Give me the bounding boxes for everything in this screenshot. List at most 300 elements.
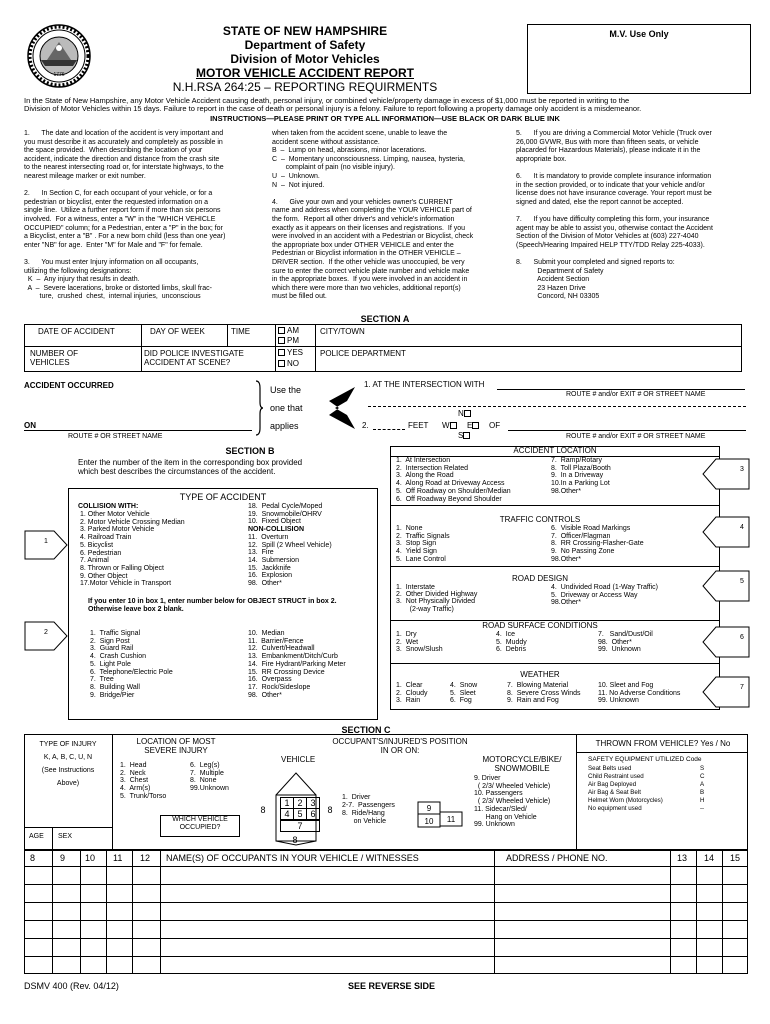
seat-1[interactable]: 1 — [280, 797, 294, 809]
instructions-title: INSTRUCTIONS—PLEASE PRINT OR TYPE ALL INFORMATION—USE BLACK OR DARK BLUE INK — [210, 114, 560, 123]
list-item: single line. Utilize a further report form if more than six persons — [24, 207, 221, 215]
list-item: complaint of pain (no visible injury). — [272, 164, 395, 172]
list-item: involved. For a witness, enter a "W" in the "WHICH VEHICLE — [24, 215, 216, 223]
route-street-caption: ROUTE # OR STREET NAME — [68, 433, 163, 440]
form-header — [155, 24, 455, 94]
section-b-description: Enter the number of the item in the corresponding box provided which best describes the circumstances of the accident. — [78, 458, 303, 476]
box-6-number: 6 — [740, 634, 744, 641]
list-item: 6. It is mandatory to provide complete insurance information — [516, 172, 712, 180]
list-item: 26,000 GVWR, Bus with more than fifteen seats, or vehicle — [516, 138, 699, 146]
list-item: license does not have insurance coverage. Your report must be — [516, 190, 712, 198]
list-item: 1. Head — [120, 762, 147, 769]
list-item: 98.Other* — [551, 487, 581, 495]
intersection-line[interactable] — [497, 389, 745, 390]
yes-label: YES — [287, 348, 304, 357]
list-item: 18. Pedal Cycle/Moped — [248, 503, 323, 510]
road-surface-col-2 — [496, 631, 527, 654]
route-exit-caption-2: ROUTE # and/or EXIT # OR STREET NAME — [566, 433, 706, 440]
instructions-col-1 — [24, 130, 264, 302]
list-item: 11. No Adverse Conditions — [598, 689, 681, 697]
list-item: placarded for Hazardous Materials), please indicate it in the — [516, 147, 701, 155]
table-row[interactable] — [24, 884, 748, 885]
list-item: 3. Snow/Slush — [396, 646, 443, 654]
form-number: DSMV 400 (Rev. 04/12) — [24, 981, 119, 991]
of-label: OF — [489, 421, 501, 430]
route-exit-caption: ROUTE # and/or EXIT # OR STREET NAME — [566, 391, 706, 398]
list-item: 15. RR Crossing Device — [248, 668, 325, 676]
list-item: 5. Trunk/Torso — [120, 792, 167, 800]
thrown-from-vehicle-label: THROWN FROM VEHICLE? Yes / No — [595, 739, 731, 748]
injury-location-left — [120, 762, 166, 801]
safety-equipment-row — [588, 797, 718, 805]
table-row[interactable] — [24, 866, 748, 867]
list-item: 2. Cloudy — [396, 689, 428, 697]
list-item — [516, 164, 752, 173]
number-of-vehicles-label: NUMBER OF VEHICLES — [30, 349, 78, 367]
see-reverse-side: SEE REVERSE SIDE — [348, 981, 436, 991]
list-item: exactly as it appears on their licenses and registrations. If you — [272, 224, 465, 232]
safety-equipment-name: Air Bag Deployed — [588, 781, 637, 788]
list-item: 2. Intersection Related — [396, 464, 468, 472]
road-design-left — [396, 584, 477, 613]
accident-location-right — [551, 457, 611, 496]
which-vehicle-occupied[interactable]: WHICH VEHICLE OCCUPIED? — [160, 815, 240, 837]
distance-option-number: 2. — [362, 421, 369, 430]
list-item: 5. If you are driving a Commercial Motor Vehicle (Truck over — [516, 130, 712, 137]
list-item: 1. Clear — [396, 682, 423, 689]
seat-8-left: 8 — [260, 805, 266, 815]
yes-option[interactable] — [278, 348, 303, 357]
safety-equipment-row — [588, 765, 718, 773]
list-item — [516, 250, 752, 259]
list-item: 19. Snowmobile/OHRV — [248, 510, 322, 518]
west-option[interactable] — [442, 421, 459, 430]
list-item: the appropriate box under OTHER VEHICLE and enter the — [272, 241, 454, 249]
use-the-label: Use the — [270, 385, 302, 395]
list-item: 5. Bicyclist — [80, 541, 114, 549]
list-item: in the section provided, or to indicate that your vehicle and/or — [516, 181, 705, 189]
col-12-header: 12 — [140, 853, 151, 863]
list-item: 99.Unknown — [190, 785, 229, 793]
safety-equipment-code: C — [700, 773, 705, 780]
list-item: 17. Rock/Sideslope — [248, 683, 311, 691]
list-item: 2-7. Passengers — [342, 802, 395, 809]
box-3-pointer[interactable] — [702, 458, 750, 490]
list-item: 11. Sidecar/Sled/ — [474, 805, 527, 813]
list-item: 3. Rain — [396, 697, 421, 705]
seat-5[interactable]: 5 — [293, 808, 307, 820]
list-item: must be filled out. — [272, 293, 327, 301]
am-checkbox[interactable] — [278, 327, 285, 334]
injury-location-right — [190, 762, 229, 793]
traffic-controls-title: TRAFFIC CONTROLS — [499, 515, 581, 524]
list-item: 7. If you have difficulty completing this form, your insurance — [516, 215, 710, 223]
list-item: 99. Unknown — [474, 821, 515, 829]
list-item: signed and dated, else the report cannot be accepted. — [516, 198, 684, 206]
list-item: 10. Median — [248, 630, 285, 637]
seat-6[interactable]: 6 — [306, 808, 320, 820]
list-item: 6. Pedestrian — [80, 549, 122, 557]
safety-equipment-code: A — [700, 781, 705, 788]
list-item: 4. Ice — [496, 631, 516, 638]
form-title: MOTOR VEHICLE ACCIDENT REPORT — [195, 66, 414, 80]
list-item: 1. Driver — [342, 794, 371, 801]
list-item: accident scene without assistance. — [272, 138, 380, 146]
safety-equipment-name: Child Restraint used — [588, 773, 644, 780]
list-item: 7. Multiple — [190, 769, 224, 777]
section-a-grid — [24, 324, 742, 372]
list-item: 9. No Passing Zone — [551, 548, 615, 556]
accident-location-left — [396, 457, 511, 503]
police-department-label: POLICE DEPARTMENT — [320, 349, 406, 358]
list-item: 9. Bridge/Pier — [90, 691, 135, 699]
list-item: 15. Jackknife — [248, 564, 291, 572]
accident-location-title: ACCIDENT LOCATION — [513, 446, 597, 455]
on-label: ON — [24, 421, 36, 430]
north-option[interactable] — [458, 409, 473, 418]
list-item: Concord, NH 03305 — [516, 293, 600, 301]
weather-col-3 — [507, 682, 581, 705]
list-item: K – Any injury that results in death. — [24, 276, 140, 284]
division-name: Division of Motor Vehicles — [230, 52, 380, 66]
safety-equipment-row — [588, 789, 718, 797]
list-item: 7. Animal — [80, 557, 109, 565]
list-item: utilizing the following designations: — [24, 267, 132, 275]
list-item: 2. Motor Vehicle Crossing Median — [80, 518, 185, 526]
list-item: 7. Ramp/Rotary — [551, 457, 602, 464]
age-label: AGE — [29, 833, 44, 840]
list-item: 7. Sand/Dust/Oil — [598, 631, 653, 638]
object-list-right — [248, 630, 346, 699]
object-list-left — [90, 630, 173, 699]
col-14-header: 14 — [704, 853, 715, 863]
list-item: agent may be able to assist you, otherwise contact the Accident — [516, 224, 713, 232]
list-item: 11. Barrier/Fence — [248, 637, 304, 645]
list-item: 9. In a Driveway — [551, 472, 604, 480]
statute-reference: N.H.RSA 264:25 – REPORTING REQUIRMENTS — [172, 80, 438, 94]
list-item: Pedestrian or Bicyclist information in the OTHER VEHICLE – — [272, 250, 461, 258]
seat-2[interactable]: 2 — [293, 797, 307, 809]
west-label: W — [442, 421, 450, 430]
list-item: which there were more than two vehicles, additional report(s) — [272, 284, 461, 292]
east-label: E — [467, 421, 473, 430]
moto-seat-11[interactable]: 11 — [446, 815, 456, 824]
seat-8-rear: 8 — [292, 835, 298, 845]
list-item: 9. Other Object — [80, 572, 128, 580]
list-item: 3. You must enter Injury information on all occupants, — [24, 258, 199, 266]
list-item: sure to enter the correct vehicle plate number and vehicle make — [272, 267, 470, 275]
list-item: name and address when completing the YOUR VEHICLE part of — [272, 207, 472, 215]
yes-checkbox[interactable] — [278, 349, 285, 356]
list-item: C – Momentary unconsciousness. Limping, nausea, hysteria, — [272, 155, 465, 163]
moto-seat-9[interactable]: 9 — [426, 804, 432, 813]
list-item: 1. None — [396, 525, 423, 532]
box-7-pointer[interactable] — [702, 676, 750, 708]
safety-equipment-title: SAFETY EQUIPMENT UTILIZED Code — [588, 756, 702, 763]
box-5-pointer[interactable] — [702, 570, 750, 602]
list-item: 6. Leg(s) — [190, 762, 220, 769]
intro-text — [24, 97, 752, 114]
on-street-line[interactable] — [24, 430, 252, 431]
list-item: 10. Sleet and Fog — [598, 682, 654, 689]
traffic-controls-right — [551, 525, 644, 564]
list-item: a Bicyclist, enter a "B" . For a new born child (less than one year) — [24, 233, 226, 241]
pm-checkbox[interactable] — [278, 337, 285, 344]
mv-use-only-box — [527, 24, 751, 94]
no-label: NO — [287, 359, 299, 368]
box-2-pointer[interactable] — [24, 621, 68, 651]
safety-equipment-code: H — [700, 797, 705, 804]
weather-col-1 — [396, 682, 428, 705]
list-item: 4. Give your own and your vehicles owner's CURRENT — [272, 198, 453, 206]
weather-col-2 — [450, 682, 477, 705]
col-11-header: 11 — [113, 853, 123, 863]
safety-equipment-name: Helmet Worn (Motorcycles) — [588, 797, 663, 804]
weather-col-4 — [598, 682, 680, 705]
box-1-pointer[interactable] — [24, 530, 68, 560]
list-item: 1. Interstate — [396, 584, 435, 591]
box-7-number: 7 — [740, 684, 744, 691]
list-item: 1. At Intersection — [396, 457, 451, 464]
list-item: the space provided. When describing the location of your — [24, 147, 203, 155]
list-item: NON-COLLISION — [248, 526, 304, 534]
list-item: appropriate box. — [516, 155, 567, 163]
list-item: 4. Railroad Train — [80, 534, 132, 542]
list-item: pedestrian or bicyclist, enter the requested information on a — [24, 198, 209, 206]
list-item: 5. Driveway or Access Way — [551, 591, 638, 599]
list-item: 99. Unknown — [598, 697, 639, 705]
list-item: in the appropriate boxes. If you were involved in an accident in — [272, 276, 468, 284]
no-option[interactable] — [278, 359, 299, 368]
east-option[interactable] — [467, 421, 481, 430]
weather-title: WEATHER — [520, 670, 560, 679]
type-of-injury-block: TYPE OF INJURY K, A, B, C, U, N (See Instructions Above) — [39, 741, 97, 787]
list-item — [516, 207, 752, 216]
list-item: 13. Embankment/Ditch/Curb — [248, 653, 338, 661]
table-row[interactable] — [24, 938, 748, 939]
list-item: ture, crushed chest, internal injuries, unconscious — [24, 293, 201, 301]
date-of-accident-label: DATE OF ACCIDENT — [38, 327, 115, 336]
type-of-accident-title: TYPE OF ACCIDENT — [179, 492, 267, 502]
state-seal — [27, 24, 91, 88]
list-item: (Speech/Hearing Impaired HELP TTY/TDD Relay 225-4033). — [516, 241, 705, 249]
south-option[interactable] — [458, 431, 472, 440]
list-item: 16. Explosion — [248, 572, 292, 580]
intro-line: In the State of New Hampshire, any Motor Vehicle Accident causing death, personal injury, or combined vehicle/property damage in excess of $1,000 must be reported in writing to the — [24, 96, 630, 105]
list-item: 8. Severe Cross Winds — [507, 689, 581, 697]
col-10-header: 10 — [85, 853, 96, 863]
list-item: were involved in an accident with a Pedestrian or Bicyclist, check — [272, 233, 474, 241]
list-item: 4. Undivided Road (1-Way Traffic) — [551, 584, 658, 591]
list-item: 13. Fire — [248, 549, 274, 557]
table-row[interactable] — [24, 920, 748, 921]
box-4-pointer[interactable] — [702, 516, 750, 548]
list-item: 4. Along Road at Driveway Access — [396, 480, 505, 488]
list-item: 3. Parked Motor Vehicle — [80, 526, 155, 534]
list-item: 17.Motor Vehicle in Transport — [80, 580, 172, 588]
list-item: N – Not injured. — [272, 181, 325, 189]
pm-label: PM — [287, 336, 299, 345]
address-header: ADDRESS / PHONE NO. — [506, 853, 608, 863]
feet-label: FEET — [408, 421, 429, 430]
south-label: S — [458, 431, 464, 440]
list-item: 14. Fire Hydrant/Parking Meter — [248, 660, 346, 668]
list-item: 1. Traffic Signal — [90, 630, 141, 637]
list-item: 8. Ride/Hang — [342, 810, 385, 817]
box-3-number: 3 — [740, 466, 744, 473]
list-item: accident, indicate the direction and distance from the crash site — [24, 155, 220, 163]
accident-occurred-label: ACCIDENT OCCURRED — [24, 381, 114, 390]
list-item: ( 2/3/ Wheeled Vehicle) — [474, 798, 551, 806]
occupant-position-title: OCCUPANT'S/INJURED'S POSITION IN OR ON: — [332, 737, 468, 755]
pm-option[interactable] — [278, 336, 299, 345]
list-item: 8. Submit your completed and signed reports to: — [516, 258, 675, 266]
list-item: 3. Along the Road — [396, 472, 454, 480]
list-item: 6. Debris — [496, 646, 526, 654]
sex-label: SEX — [58, 833, 73, 840]
motorcycle-position-list — [474, 775, 550, 829]
list-item: 16. Overpass — [248, 676, 292, 684]
instructions-col-2 — [272, 130, 506, 302]
list-item: when taken from the accident scene, unable to leave the — [272, 130, 448, 137]
list-item: 98. Other* — [248, 580, 282, 588]
south-checkbox[interactable] — [463, 432, 470, 439]
list-item: 98.Other* — [551, 599, 581, 607]
list-item: 1. Dry — [396, 631, 417, 638]
box-6-pointer[interactable] — [702, 626, 750, 658]
am-label: AM — [287, 326, 299, 335]
seat-7[interactable]: 7 — [280, 820, 320, 832]
list-item: 2. Other Divided Highway — [396, 591, 478, 599]
list-item: 8. None — [190, 777, 217, 785]
list-item: (2-way Traffic) — [396, 605, 454, 613]
injury-location-title: LOCATION OF MOST SEVERE INJURY — [136, 737, 216, 755]
col-13-header: 13 — [677, 853, 688, 863]
list-item: on Vehicle — [342, 818, 386, 825]
list-item: 14. Submersion — [248, 556, 299, 564]
list-item — [24, 250, 264, 259]
west-checkbox[interactable] — [450, 422, 457, 429]
east-checkbox[interactable] — [472, 422, 479, 429]
safety-equipment-name: Air Bag & Seat Belt — [588, 789, 641, 796]
list-item: 10. Fixed Object — [248, 518, 301, 526]
list-item: 2. Wet — [396, 638, 419, 646]
seat-8-right: 8 — [327, 805, 333, 815]
accident-type-list-left — [80, 511, 185, 588]
am-option[interactable] — [278, 326, 299, 335]
list-item: 23 Hazen Drive — [516, 284, 586, 292]
table-row[interactable] — [24, 902, 748, 903]
list-item: Hang on Vehicle — [474, 813, 537, 821]
vehicle-label: VEHICLE — [281, 755, 316, 764]
list-item: 8. Toll Plaza/Booth — [551, 464, 611, 472]
department-name: Department of Safety — [244, 38, 366, 52]
list-item — [272, 190, 506, 199]
road-surface-title: ROAD SURFACE CONDITIONS — [482, 621, 598, 630]
list-item: DRIVER section. If the other vehicle was unoccupied, be very — [272, 258, 465, 266]
list-item: 5. Muddy — [496, 638, 527, 646]
safety-equipment-name: No equipment used — [588, 805, 642, 812]
col-9-header: 9 — [60, 853, 66, 863]
safety-equipment-name: Seat Belts used — [588, 765, 632, 772]
list-item: U – Unknown. — [272, 172, 320, 180]
list-item: 3. Stop Sign — [396, 540, 437, 548]
list-item: 5. Off Roadway on Shoulder/Median — [396, 487, 511, 495]
col-8-header: 8 — [30, 853, 36, 863]
seat-4[interactable]: 4 — [280, 808, 294, 820]
list-item: 11. Overturn — [248, 533, 289, 541]
list-item: 98. Other* — [598, 638, 632, 646]
list-item: 7. Tree — [90, 676, 114, 684]
north-label: N — [458, 409, 464, 418]
list-item: 12. Culvert/Headwall — [248, 645, 315, 653]
box-2-number: 2 — [44, 629, 48, 636]
section-a-title: SECTION A — [360, 314, 410, 324]
safety-equipment-code: -- — [700, 805, 705, 812]
section-c-title: SECTION C — [341, 725, 391, 735]
list-item: 2. Sign Post — [90, 637, 130, 645]
list-item: 9. Driver — [474, 775, 501, 782]
instructions-col-3 — [516, 130, 752, 302]
moto-seat-10[interactable]: 10 — [424, 817, 434, 826]
box-5-number: 5 — [740, 578, 744, 585]
mv-use-only-label: M.V. Use Only — [609, 29, 669, 39]
city-town-label: CITY/TOWN — [320, 327, 365, 336]
accident-type-list-right — [248, 503, 332, 588]
list-item: 8. Thrown or Falling Object — [80, 564, 164, 572]
list-item: 5. Sleet — [450, 689, 476, 697]
one-that-label: one that — [270, 403, 303, 413]
road-design-right — [551, 584, 658, 607]
motorcycle-title: MOTORCYCLE/BIKE/ SNOWMOBILE — [482, 755, 562, 773]
list-item: nearest mileage marker or exit number. — [24, 172, 146, 180]
seat-3[interactable]: 3 — [306, 797, 320, 809]
list-item: 6. Off Roadway Beyond Shoulder — [396, 495, 502, 503]
list-item: 2. Traffic Signals — [396, 532, 450, 540]
intro-line: Division of Motor Vehicles within 15 days. Failure to report in the case of death or personal injury is a felony. Failure to report following a property damage only accident is a misdemeanor. — [24, 104, 642, 114]
list-item: 4. Snow — [450, 682, 478, 689]
no-checkbox[interactable] — [278, 360, 285, 367]
road-design-title: ROAD DESIGN — [511, 574, 568, 583]
col-15-header: 15 — [730, 853, 741, 863]
state-name: STATE OF NEW HAMPSHIRE — [222, 24, 388, 38]
box-4-number: 4 — [740, 524, 744, 531]
collision-with-label: COLLISION WITH: — [78, 503, 139, 510]
list-item: 4. Crash Cushion — [90, 653, 147, 661]
occupant-table-lines — [24, 850, 748, 974]
list-item: 3. Not Physically Divided — [396, 598, 475, 606]
list-item: 7. Blowing Material — [507, 682, 569, 689]
safety-equipment-code: B — [700, 789, 705, 796]
safety-equipment-row — [588, 781, 718, 789]
list-item: 4. Yield Sign — [396, 548, 437, 556]
list-item: 9. Rain and Fog — [507, 697, 559, 705]
list-item: 3. Chest — [120, 777, 149, 785]
list-item: 98. Other* — [248, 691, 282, 699]
distance-street-line[interactable] — [508, 430, 746, 431]
list-item: 98.Other* — [551, 555, 581, 563]
table-row[interactable] — [24, 956, 748, 957]
list-item: 12. Spill (2 Wheel Vehicle) — [248, 541, 332, 549]
list-item: 10. Passengers — [474, 790, 523, 798]
names-header: NAME(S) OF OCCUPANTS IN YOUR VEHICLE / WITNESSES — [166, 853, 419, 863]
north-checkbox[interactable] — [464, 410, 471, 417]
list-item: 2. Neck — [120, 769, 146, 777]
object-struct-note: If you enter 10 in box 1, enter number below for OBJECT STRUCT in box 2. Otherwise leave box 2 blank. — [88, 598, 337, 613]
list-item: 2. In Section C, for each occupant of your vehicle, or for a — [24, 190, 213, 198]
police-investigate-question: DID POLICE INVESTIGATE ACCIDENT AT SCENE? — [144, 349, 244, 367]
list-item: 5. Light Pole — [90, 660, 131, 668]
